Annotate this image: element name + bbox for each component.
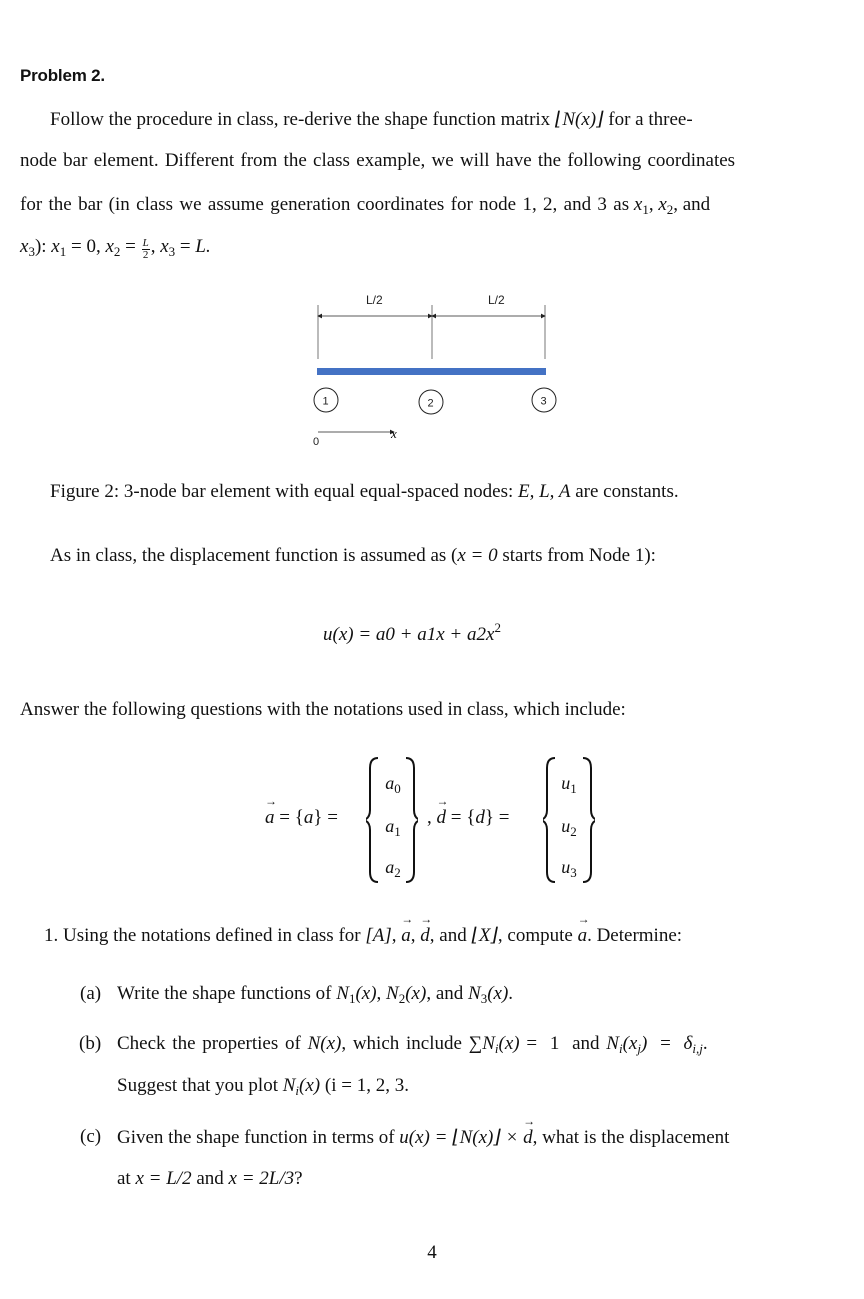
intro-line-4: $x_3$): $x_1 = 0$, $x_2$ = $\frac{L}{2}$ , $x_3 = L$. — [20, 236, 211, 261]
vector-a-definition: → a = {a} = — [265, 807, 338, 829]
node-3-label: 3 — [540, 395, 547, 408]
dimension-label-right: L/2 — [488, 293, 505, 307]
a-vector-entry-2: $a_2$ — [385, 857, 401, 880]
d-vector-entry-1: $u_2$ — [561, 816, 577, 839]
dimension-label-left: L/2 — [366, 293, 383, 307]
page-number: 4 — [427, 1242, 437, 1263]
figure-caption: Figure 2: 3-node bar element with equal equal-spaced nodes: E, L, A are constants. — [50, 481, 679, 502]
node-1-label: 1 — [322, 395, 329, 408]
sub-a-text: Write the shape functions of $N_1(x)$, $N_2(x)$, and $N_3(x)$. — [117, 983, 514, 1006]
problem-heading: Problem 2. — [20, 66, 105, 85]
sub-b-label: (b) — [79, 1033, 102, 1054]
d-vector-entry-2: $u_3$ — [561, 857, 577, 880]
displacement-lead: As in class, the displacement function is assumed as (x = 0 starts from Node 1): — [50, 545, 656, 566]
d-vector-entry-0: $u_1$ — [561, 773, 577, 796]
bar — [317, 368, 546, 375]
sub-a-label: (a) — [80, 983, 102, 1004]
sub-c-text-line1: Given the shape function in terms of u(x) = ⌊N(x)⌋ × → d, what is the displacement — [117, 1126, 729, 1149]
axis-x-label: x — [391, 426, 397, 441]
question-1: 1. Using the notations defined in class for [A], → a, → d, and ⌊X⌋, compute → a. Determine: — [44, 924, 682, 947]
axis-origin-label: 0 — [313, 436, 320, 448]
a-vector-entry-0: $a_0$ — [385, 773, 401, 796]
node-2-label: 2 — [427, 397, 434, 410]
sub-c-label: (c) — [80, 1126, 102, 1147]
sub-b-text-line2: Suggest that you plot $N_i(x) (i = 1$, 2, 3. — [117, 1075, 409, 1098]
notation-lead: Answer the following questions with the notations used in class, which include: — [20, 699, 626, 720]
sub-c-text-line2: at x = L/2 and x = 2L/3? — [117, 1168, 303, 1189]
intro-line-1: Follow the procedure in class, re-derive the shape function matrix ⌊N(x)⌋ for a three- — [50, 109, 693, 130]
a-vector-entry-1: $a_1$ — [385, 816, 401, 839]
displacement-equation: $u(x) = a0 + a1x + a2x^2$ — [323, 620, 501, 645]
intro-line-3: for the bar (in class we assume generation coordinates for node 1, 2, and 3 as $x_1$, $x_2$, and — [20, 194, 711, 217]
bar-element-figure — [300, 285, 570, 450]
intro-line-2: node bar element. Different from the class example, we will have the following coordinates — [20, 150, 736, 171]
vector-d-definition: , → d = {d} = — [427, 807, 509, 829]
fraction-L-over-2: $\frac{L}{2}$ — [142, 237, 149, 261]
sub-b-text-line1: Check the properties of N(x), which include $\sum N_i(x) = 1$ and $N_i(x_j) = \delta_{i,j}$. — [117, 1033, 708, 1056]
